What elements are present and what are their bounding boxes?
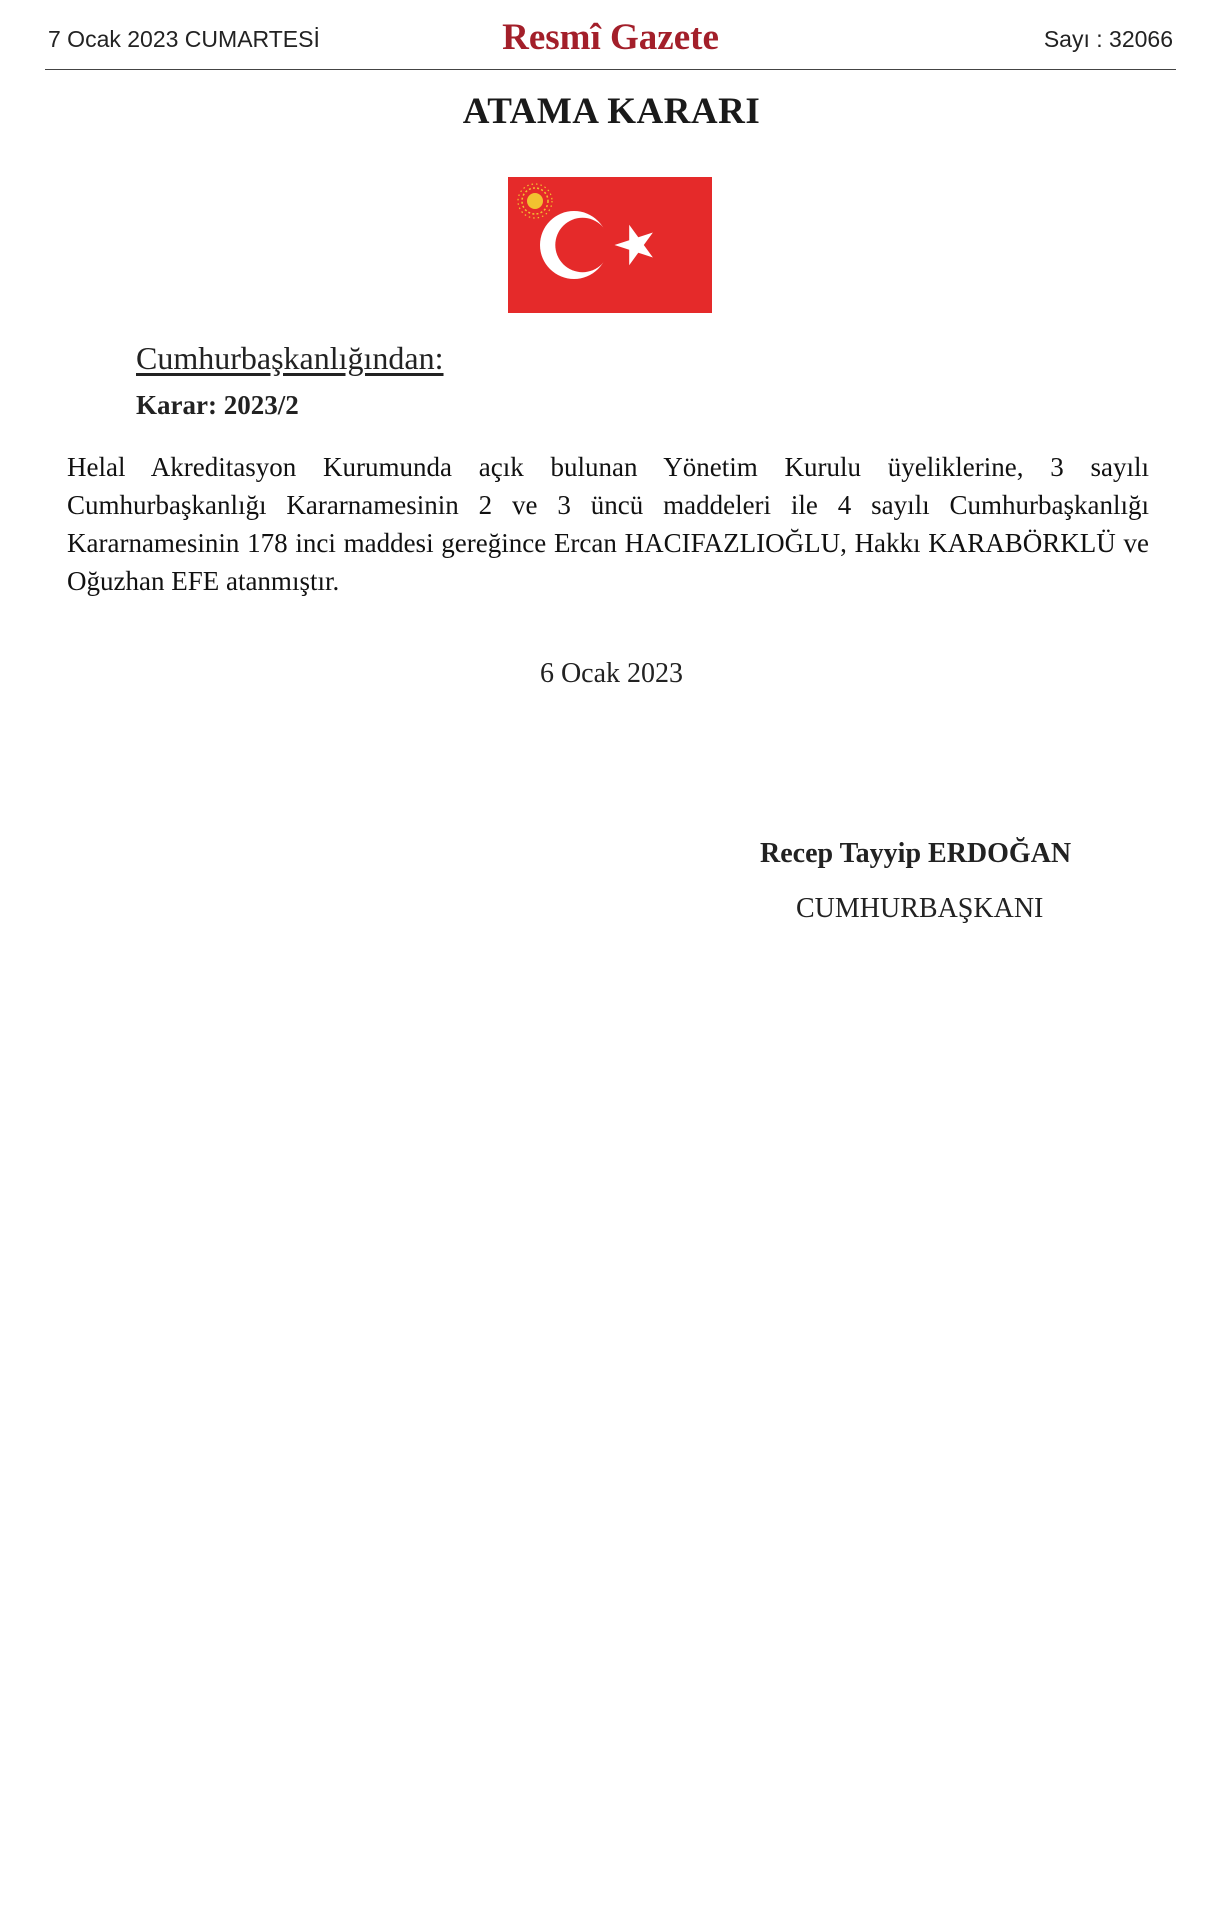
decision-body: Helal Akreditasyon Kurumunda açık bulunan Yönetim Kurulu üyeliklerine, 3 sayılı Cumhurbaşkanlığı Kararnamesinin 2 ve 3 üncü maddeleri ile 4 sayılı Cumhurbaşkanlığı Kararnamesinin 178 inci maddesi gereğince Ercan HACIFAZLIOĞLU, Hakkı KARABÖRKLÜ ve Oğuzhan EFE atanmıştır. bbox=[67, 452, 1149, 596]
gazette-title: Resmî Gazete bbox=[502, 17, 719, 58]
document-title: ATAMA KARARI bbox=[462, 91, 761, 132]
signer-title: CUMHURBAŞKANI bbox=[796, 893, 1044, 924]
decision-number: Karar: 2023/2 bbox=[136, 390, 299, 420]
publication-date: 7 Ocak 2023 CUMARTESİ bbox=[48, 26, 320, 52]
gazette-header bbox=[45, 18, 1176, 70]
issuing-authority: Cumhurbaşkanlığından: bbox=[136, 340, 444, 376]
presidential-flag-icon bbox=[508, 177, 712, 313]
signer-name: Recep Tayyip ERDOĞAN bbox=[760, 838, 1072, 869]
issue-number: Sayı : 32066 bbox=[1043, 26, 1173, 52]
decision-date: 6 Ocak 2023 bbox=[539, 658, 684, 689]
header-divider bbox=[45, 69, 1176, 70]
crescent-inner bbox=[555, 218, 609, 272]
